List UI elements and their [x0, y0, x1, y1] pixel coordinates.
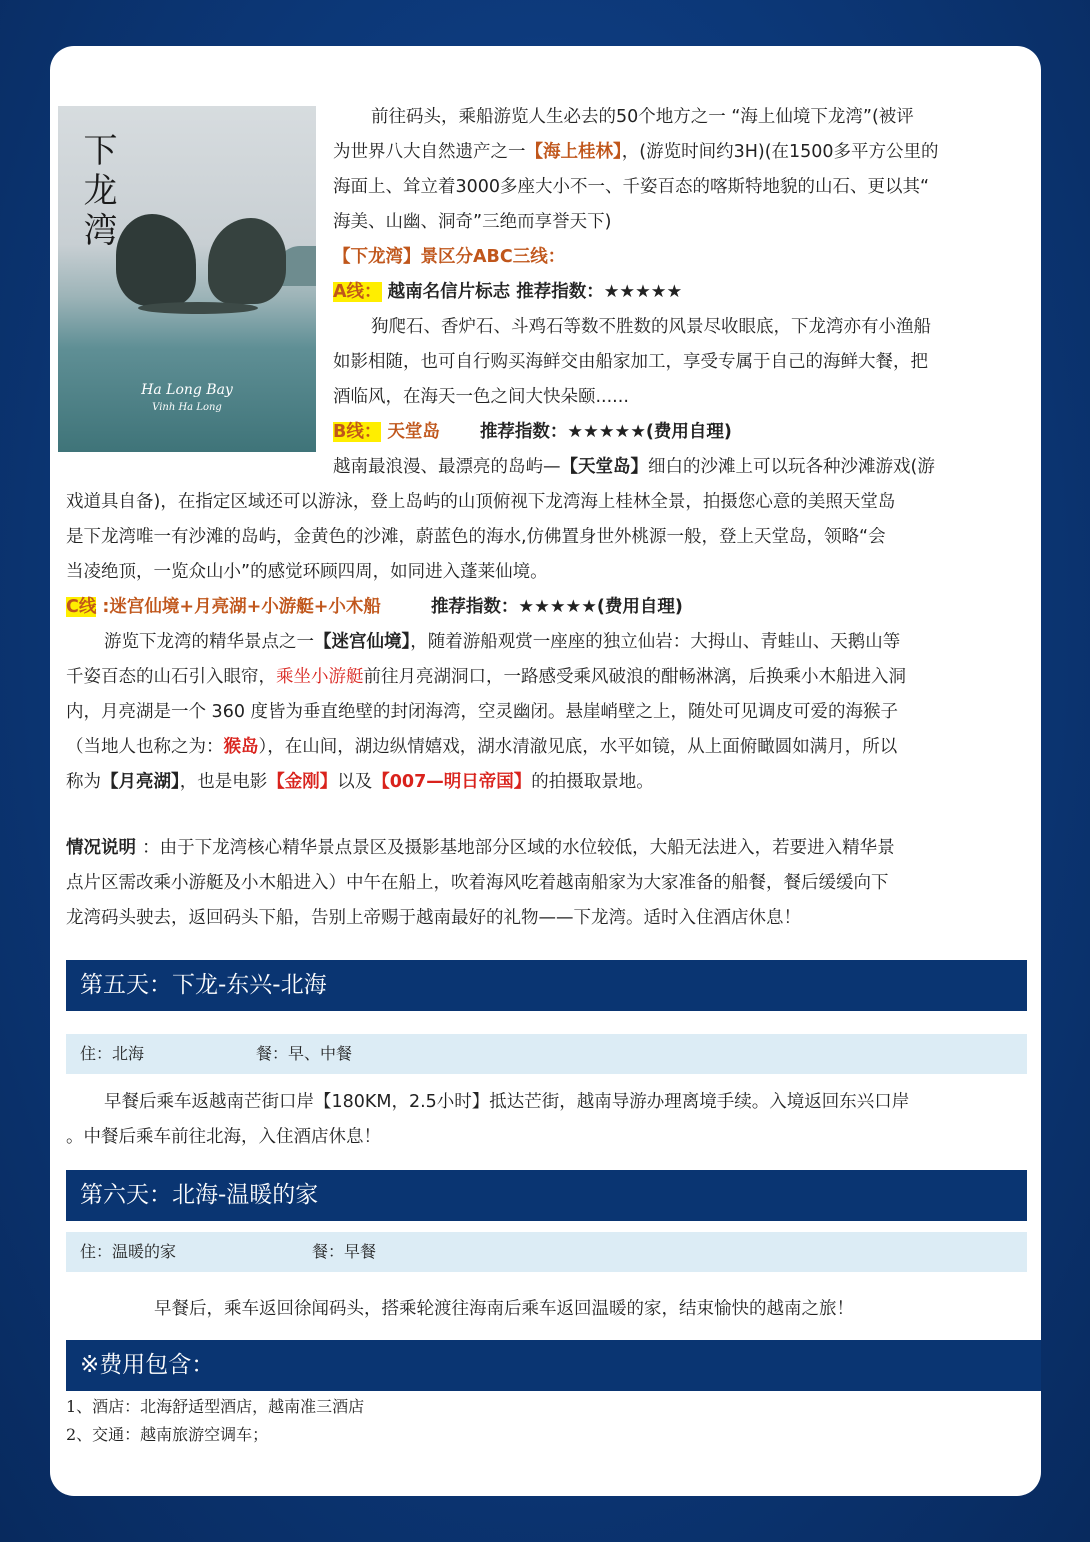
day5-line-2: 。中餐后乘车前往北海，入住酒店休息！ — [66, 1127, 381, 1147]
photo-rock-base — [138, 302, 258, 314]
line-a-p2: 如影相随，也可自行购买海鲜交由船家加工，享受专属于自己的海鲜大餐，把 — [333, 352, 928, 372]
line-a-p1: 狗爬石、香炉石、斗鸡石等数不胜数的风景尽收眼底，下龙湾亦有小渔船 — [371, 317, 931, 337]
line-c-p5: 称为【月亮湖】，也是电影【金刚】以及【007—明日帝国】的拍摄取景地。 — [66, 772, 654, 792]
line-c-p4: （当地人也称之为：猴岛），在山间，湖边纵情嬉戏，湖水清澈见底，水平如镜，从上面俯瞰圆如满月，所以 — [66, 737, 898, 757]
day5-info — [66, 1034, 1027, 1074]
note-line-1: 情况说明 ：由于下龙湾核心精华景点景区及摄影基地部分区域的水位较低，大船无法进入，若要进入精华景 — [66, 838, 895, 858]
line-c-p1: 游览下龙湾的精华景点之一【迷宫仙境】，随着游船观赏一座座的独立仙岩：大拇山、青蛙山、天鹅山等 — [104, 632, 901, 652]
intro-line-2: 为世界八大自然遗产之一【海上桂林】，(游览时间约3H)(在1500多平方公里的 — [333, 142, 939, 162]
day5-text — [66, 1085, 1036, 1155]
intro-line-3: 海面上、耸立着3000多座大小不一、千姿百态的喀斯特地貌的山石、更以其“ — [333, 177, 930, 197]
intro-line-1: 前往码头，乘船游览人生必去的50个地方之一 “海上仙境下龙湾”(被评 — [371, 107, 914, 127]
note-line-3: 龙湾码头驶去，返回码头下船，告别上帝赐于越南最好的礼物——下龙湾。适时入住酒店休息！ — [66, 908, 801, 928]
line-c-p3: 内，月亮湖是一个 360 度皆为垂直绝壁的封闭海湾，空灵幽闭。悬崖峭壁之上，随处可见调皮可爱的海猴子 — [66, 702, 899, 722]
day5-heading: 第五天：下龙-东兴-北海 — [66, 960, 1027, 1011]
intro-line-4: 海美、山幽、洞奇”三绝而享誉天下) — [333, 212, 612, 232]
day6-stay: 住：温暖的家 — [80, 1242, 177, 1261]
day5-stay: 住：北海 — [80, 1044, 145, 1063]
line-b-p4: 当凌绝顶，一览众山小”的感觉环顾四周，如同进入蓬莱仙境。 — [66, 562, 548, 582]
line-a-title: A线： 越南名信片标志 推荐指数：★★★★★ — [333, 282, 683, 302]
intro-paragraph — [333, 100, 1033, 485]
fee-item-1: 1、酒店：北海舒适型酒店，越南准三酒店 — [66, 1397, 365, 1416]
day6-line-1: 早餐后，乘车返回徐闻码头，搭乘轮渡往海南后乘车返回温暖的家，结束愉快的越南之旅！ — [154, 1299, 854, 1319]
photo-en-title: Ha Long Bay — [141, 382, 233, 398]
section-title: 【下龙湾】景区分ABC三线： — [333, 247, 566, 267]
day6-heading: 第六天：北海-温暖的家 — [66, 1170, 1027, 1221]
line-b-p2: 戏道具自备)，在指定区域还可以游泳，登上岛屿的山顶俯视下龙湾海上桂林全景，拍摄您心意的美照天堂岛 — [66, 492, 896, 512]
line-c-title: C线 :迷宫仙境+月亮湖+小游艇+小木船 推荐指数：★★★★★(费用自理) — [66, 597, 683, 617]
halong-bay-photo — [58, 106, 316, 452]
photo-en-sub: Vinh Ha Long — [152, 402, 222, 413]
day5-line-1: 早餐后乘车返越南芒街口岸【180KM，2.5小时】抵达芒街，越南导游办理离境手续。入境返回东兴口岸 — [104, 1092, 910, 1112]
line-b-p1: 越南最浪漫、最漂亮的岛屿—【天堂岛】细白的沙滩上可以玩各种沙滩游戏(游 — [333, 457, 935, 477]
note-section — [66, 831, 1036, 936]
content-card — [50, 46, 1041, 1496]
day6-info — [66, 1232, 1027, 1272]
day5-meal: 餐：早、中餐 — [256, 1044, 353, 1063]
day6-meal: 餐：早餐 — [312, 1242, 377, 1261]
line-c-p2: 千姿百态的山石引入眼帘，乘坐小游艇前往月亮湖洞口，一路感受乘风破浪的酣畅淋漓，后换乘小木船进入洞 — [66, 667, 906, 687]
fees-heading: ※费用包含： — [66, 1340, 1041, 1391]
fee-item-2: 2、交通：越南旅游空调车； — [66, 1425, 269, 1444]
photo-rock-right — [208, 218, 286, 304]
day6-text — [66, 1292, 1036, 1327]
photo-title: 下龙湾 — [77, 132, 117, 252]
body-text — [66, 485, 1036, 800]
note-line-2: 点片区需改乘小游艇及小木船进入）中午在船上，吹着海风吃着越南船家为大家准备的船餐，餐后缓缓向下 — [66, 873, 889, 893]
line-a-p3: 酒临风，在海天一色之间大快朵颐...... — [333, 387, 629, 407]
line-b-title: B线： 天堂岛 推荐指数：★★★★★(费用自理) — [333, 422, 732, 442]
photo-rock-left — [116, 214, 196, 306]
line-b-p3: 是下龙湾唯一有沙滩的岛屿，金黄色的沙滩，蔚蓝色的海水,仿佛置身世外桃源一般，登上天堂岛，领略“会 — [66, 527, 886, 547]
